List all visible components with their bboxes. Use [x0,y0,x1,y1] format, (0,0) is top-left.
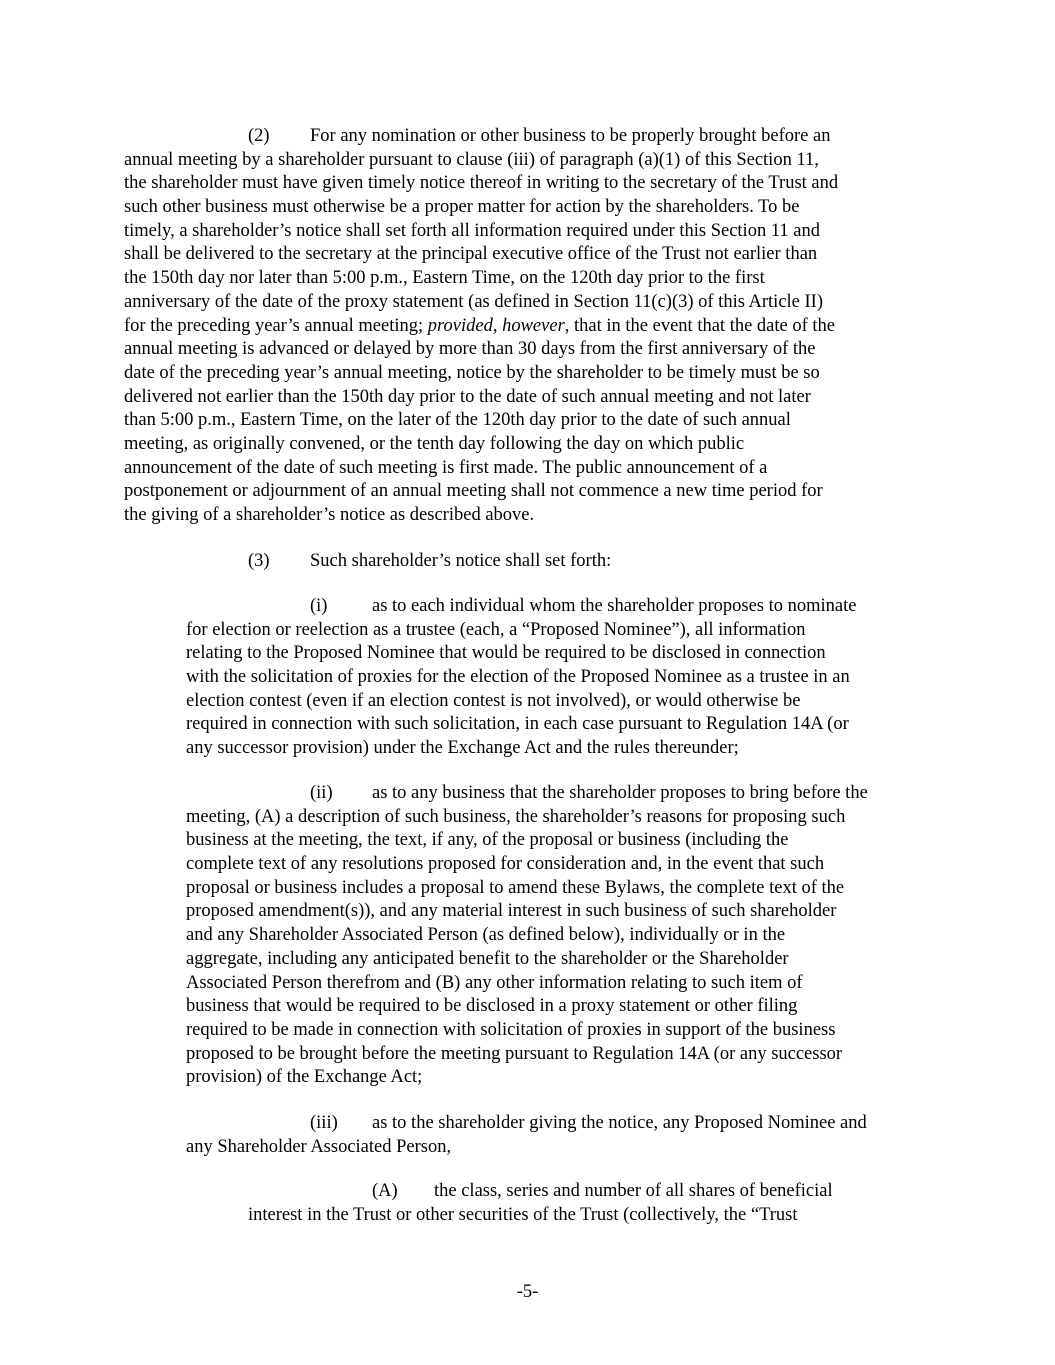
paragraph-i [186,595,946,761]
paragraph-line: any successor provision) under the Exchange Act and the rules thereunder; [186,738,739,759]
paragraph-line [124,125,944,149]
paragraph-line: required to be made in connection with solicitation of proxies in support of the business [186,1019,836,1040]
paragraph-line: announcement of the date of such meeting is first made. The public announcement of a [124,457,768,478]
paragraph-line: meeting, as originally convened, or the tenth day following the day on which public [124,433,745,454]
paragraph-line [186,1112,946,1136]
paragraph-line: complete text of any resolutions proposed for consideration and, in the event that such [186,854,825,875]
paragraph-line [186,595,946,619]
paragraph-line: date of the preceding year’s annual meeting, notice by the shareholder to be timely must be so [124,362,820,383]
paragraph-label: (2) [248,126,270,146]
paragraph-line: proposed to be brought before the meeting pursuant to Regulation 14A (or any successor [186,1043,843,1064]
paragraph-label: (A) [372,1181,398,1201]
paragraph-line [186,782,946,806]
paragraph-line: proposed amendment(s)), and any material interest in such business of such shareholder [186,901,837,922]
paragraph-line: business that would be required to be disclosed in a proxy statement or other filing [186,996,798,1017]
paragraph-line: anniversary of the date of the proxy statement (as defined in Section 11(c)(3) of this Article II) [124,291,823,312]
paragraph-iii [186,1112,946,1159]
paragraph-line: postponement or adjournment of an annual meeting shall not commence a new time period for [124,481,823,502]
paragraph-line: Associated Person therefrom and (B) any other information relating to such item of [186,972,803,993]
paragraph-A [248,1180,948,1227]
paragraph-text: the class, series and number of all shares of beneficial [434,1181,833,1201]
paragraph-text: for the preceding year’s annual meeting; [124,315,428,336]
paragraph-3 [124,550,944,574]
paragraph-line: any Shareholder Associated Person, [186,1136,452,1157]
paragraph-line: relating to the Proposed Nominee that would be required to be disclosed in connection [186,643,826,664]
paragraph-line: for election or reelection as a trustee (each, a “Proposed Nominee”), all information [186,619,806,640]
paragraph-line: required in connection with such solicitation, in each case pursuant to Regulation 14A (or [186,714,849,735]
paragraph-2 [124,125,944,528]
paragraph-text: , that in the event that the date of the [564,315,835,336]
paragraph-label: (ii) [310,783,333,803]
paragraph-line: with the solicitation of proxies for the election of the Proposed Nominee as a trustee in an [186,667,850,688]
paragraph-line: timely, a shareholder’s notice shall set forth all information required under this Section 11 and [124,220,820,241]
paragraph-line: annual meeting by a shareholder pursuant to clause (iii) of paragraph (a)(1) of this Section 11, [124,149,819,170]
italic-term-however: however [502,315,565,336]
paragraph-line: than 5:00 p.m., Eastern Time, on the later of the 120th day prior to the date of such annual [124,410,791,431]
paragraph-text: Such shareholder’s notice shall set forth: [310,551,612,571]
paragraph-label: (iii) [310,1113,338,1133]
page-number: -5- [516,1282,539,1302]
paragraph-text: as to any business that the shareholder proposes to bring before the [372,783,868,803]
paragraph-line: proposal or business includes a proposal to amend these Bylaws, the complete text of the [186,877,845,898]
paragraph-line: election contest (even if an election contest is not involved), or would otherwise be [186,690,801,711]
paragraph-ii [186,782,946,1090]
paragraph-line: such other business must otherwise be a proper matter for action by the shareholders. To be [124,197,800,218]
paragraph-label: (i) [310,596,328,616]
paragraph-text: For any nomination or other business to be properly brought before an [310,126,831,146]
paragraph-line: and any Shareholder Associated Person (as defined below), individually or in the [186,925,786,946]
paragraph-line: business at the meeting, the text, if any, of the proposal or business (including the [186,830,789,851]
paragraph-line: the giving of a shareholder’s notice as described above. [124,505,535,525]
paragraph-line: the 150th day nor later than 5:00 p.m., Eastern Time, on the 120th day prior to the first [124,268,765,289]
paragraph-text: as to the shareholder giving the notice, any Proposed Nominee and [372,1113,867,1133]
paragraph-line: shall be delivered to the secretary at the principal executive office of the Trust not earlier than [124,244,818,265]
paragraph-line [124,315,944,339]
paragraph-line: meeting, (A) a description of such business, the shareholder’s reasons for proposing such [186,806,846,827]
paragraph-line: aggregate, including any anticipated benefit to the shareholder or the Shareholder [186,948,789,969]
paragraph-text: , [492,315,503,336]
paragraph-line: interest in the Trust or other securities of the Trust (collectively, the “Trust [248,1204,798,1225]
paragraph-label: (3) [248,551,270,571]
paragraph-line: delivered not earlier than the 150th day prior to the date of such annual meeting and not later [124,386,811,407]
italic-term-provided: provided [427,315,493,336]
paragraph-line: annual meeting is advanced or delayed by more than 30 days from the first anniversary of the [124,339,816,360]
paragraph-line: provision) of the Exchange Act; [186,1067,423,1088]
paragraph-line [124,550,944,574]
paragraph-line [248,1180,948,1204]
paragraph-text: as to each individual whom the shareholder proposes to nominate [372,596,857,616]
paragraph-line: the shareholder must have given timely notice thereof in writing to the secretary of the Trust and [124,173,839,194]
